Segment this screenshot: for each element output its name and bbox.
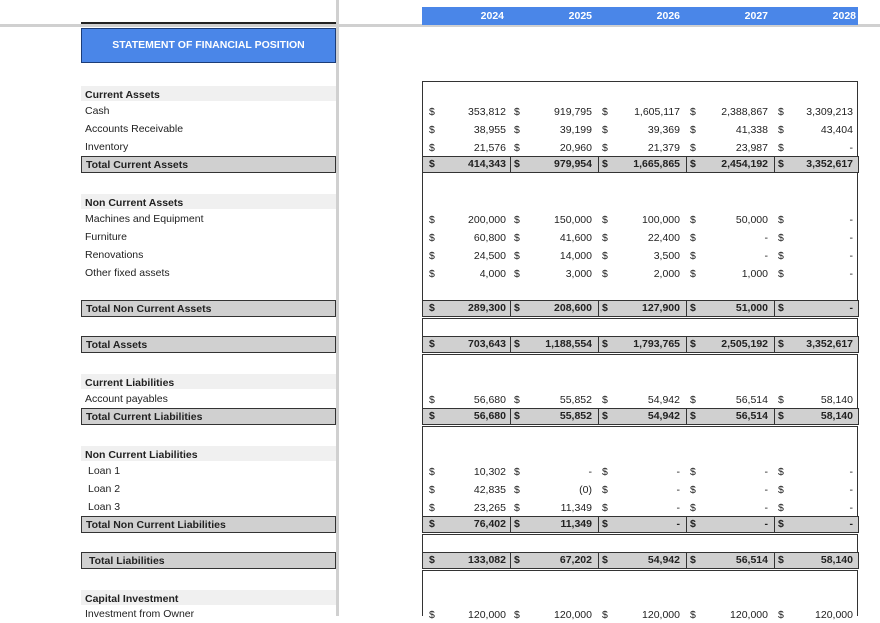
value-cell-2028[interactable]: - xyxy=(849,232,853,244)
year-header-2024[interactable]: 2024 xyxy=(480,10,504,22)
value-cell-2026[interactable]: 1,665,865 xyxy=(633,158,680,170)
row-label[interactable]: Furniture xyxy=(85,231,128,243)
value-cell-2026[interactable]: - xyxy=(676,484,680,496)
currency-symbol: $ xyxy=(514,394,520,406)
value-cell-2024[interactable]: 24,500 xyxy=(473,250,506,262)
value-cell-2027[interactable]: 56,514 xyxy=(735,554,768,566)
value-cell-2028[interactable]: - xyxy=(849,484,853,496)
value-cell-2028[interactable]: 58,140 xyxy=(820,554,853,566)
value-cell-2024[interactable]: 200,000 xyxy=(468,214,506,226)
year-header-2026[interactable]: 2026 xyxy=(656,10,680,22)
value-cell-2024[interactable]: 289,300 xyxy=(468,302,506,314)
currency-symbol: $ xyxy=(778,338,784,350)
value-cell-2026[interactable]: - xyxy=(676,518,680,530)
value-cell-2025[interactable]: 39,199 xyxy=(559,124,592,136)
currency-symbol: $ xyxy=(690,518,696,530)
currency-symbol: $ xyxy=(429,484,435,496)
value-cell-2027[interactable]: 23,987 xyxy=(735,142,768,154)
currency-symbol: $ xyxy=(778,554,784,566)
currency-symbol: $ xyxy=(778,302,784,314)
cell-separator xyxy=(686,408,687,425)
total-row-label[interactable]: Total Non Current Liabilities xyxy=(81,516,336,533)
value-cell-2025[interactable]: 150,000 xyxy=(554,214,592,226)
currency-symbol: $ xyxy=(429,142,435,154)
value-cell-2025[interactable]: 41,600 xyxy=(559,232,592,244)
value-cell-2028[interactable]: - xyxy=(849,466,853,478)
currency-symbol: $ xyxy=(514,338,520,350)
currency-symbol: $ xyxy=(602,394,608,406)
value-cell-2027[interactable]: - xyxy=(764,466,768,478)
currency-symbol: $ xyxy=(690,394,696,406)
currency-symbol: $ xyxy=(778,609,784,621)
currency-symbol: $ xyxy=(602,158,608,170)
value-cell-2026[interactable]: - xyxy=(676,466,680,478)
row-label[interactable]: Investment from Owner xyxy=(85,608,195,620)
value-cell-2027[interactable]: 2,388,867 xyxy=(721,106,768,118)
value-cell-2025[interactable]: 11,349 xyxy=(560,518,592,530)
value-cell-2028[interactable]: - xyxy=(849,302,853,314)
value-cell-2026[interactable]: - xyxy=(676,502,680,514)
total-row-label[interactable]: Total Assets xyxy=(81,336,336,353)
value-cell-2027[interactable]: 1,000 xyxy=(741,268,768,280)
value-cell-2025[interactable]: 14,000 xyxy=(559,250,592,262)
value-cell-2025[interactable]: 55,852 xyxy=(559,394,592,406)
currency-symbol: $ xyxy=(778,232,784,244)
value-cell-2025[interactable]: 208,600 xyxy=(554,302,592,314)
currency-symbol: $ xyxy=(602,124,608,136)
values-block xyxy=(422,534,858,552)
cell-separator xyxy=(686,516,687,533)
value-cell-2028[interactable]: - xyxy=(849,214,853,226)
value-cell-2026[interactable]: 39,369 xyxy=(647,124,680,136)
currency-symbol: $ xyxy=(429,106,435,118)
currency-symbol: $ xyxy=(514,158,520,170)
currency-symbol: $ xyxy=(514,484,520,496)
currency-symbol: $ xyxy=(690,466,696,478)
currency-symbol: $ xyxy=(602,410,608,422)
currency-symbol: $ xyxy=(429,518,435,530)
currency-symbol: $ xyxy=(429,554,435,566)
currency-symbol: $ xyxy=(778,502,784,514)
currency-symbol: $ xyxy=(602,268,608,280)
value-cell-2025[interactable]: 3,000 xyxy=(565,268,592,280)
value-cell-2025[interactable]: 55,852 xyxy=(559,410,592,422)
section-header: Current Liabilities xyxy=(81,374,336,389)
cell-separator xyxy=(598,552,599,569)
value-cell-2024[interactable]: 38,955 xyxy=(473,124,506,136)
row-label[interactable]: Cash xyxy=(85,105,110,117)
cell-separator xyxy=(598,300,599,317)
value-cell-2025[interactable]: (0) xyxy=(579,484,592,496)
value-cell-2027[interactable]: 56,514 xyxy=(735,394,768,406)
value-cell-2028[interactable]: 3,309,213 xyxy=(806,106,853,118)
currency-symbol: $ xyxy=(514,142,520,154)
currency-symbol: $ xyxy=(429,302,435,314)
value-cell-2026[interactable]: 1,605,117 xyxy=(634,106,680,118)
currency-symbol: $ xyxy=(429,338,435,350)
value-cell-2025[interactable]: 11,349 xyxy=(560,502,592,514)
cell-separator xyxy=(774,552,775,569)
currency-symbol: $ xyxy=(514,410,520,422)
value-cell-2027[interactable]: - xyxy=(764,484,768,496)
currency-symbol: $ xyxy=(602,518,608,530)
section-header: Non Current Assets xyxy=(81,194,336,209)
value-cell-2025[interactable]: 979,954 xyxy=(554,158,592,170)
currency-symbol: $ xyxy=(690,142,696,154)
total-row-label[interactable]: Total Liabilities xyxy=(81,552,336,569)
currency-symbol: $ xyxy=(514,609,520,621)
value-cell-2024[interactable]: 120,000 xyxy=(468,609,506,621)
currency-symbol: $ xyxy=(514,106,520,118)
row-label[interactable]: Accounts Receivable xyxy=(85,123,184,135)
currency-symbol: $ xyxy=(514,214,520,226)
row-label[interactable]: Inventory xyxy=(85,141,129,153)
cell-separator xyxy=(774,408,775,425)
row-label[interactable]: Machines and Equipment xyxy=(85,213,204,225)
cell-separator xyxy=(686,336,687,353)
value-cell-2028[interactable]: 3,352,617 xyxy=(806,158,853,170)
cell-separator xyxy=(686,552,687,569)
currency-symbol: $ xyxy=(602,484,608,496)
currency-symbol: $ xyxy=(778,250,784,262)
currency-symbol: $ xyxy=(778,268,784,280)
currency-symbol: $ xyxy=(690,609,696,621)
cell-separator xyxy=(774,156,775,173)
cell-separator xyxy=(774,516,775,533)
currency-symbol: $ xyxy=(602,214,608,226)
statement-title[interactable]: STATEMENT OF FINANCIAL POSITION xyxy=(81,28,336,63)
currency-symbol: $ xyxy=(690,250,696,262)
currency-symbol: $ xyxy=(429,124,435,136)
cell-separator xyxy=(598,516,599,533)
currency-symbol: $ xyxy=(429,410,435,422)
currency-symbol: $ xyxy=(514,232,520,244)
currency-symbol: $ xyxy=(778,484,784,496)
currency-symbol: $ xyxy=(514,466,520,478)
column-divider xyxy=(336,0,339,616)
value-cell-2026[interactable]: 21,379 xyxy=(647,142,680,154)
value-cell-2024[interactable]: 56,680 xyxy=(473,394,506,406)
value-cell-2028[interactable]: 43,404 xyxy=(820,124,853,136)
value-cell-2027[interactable]: 50,000 xyxy=(735,214,768,226)
cell-separator xyxy=(510,300,511,317)
value-cell-2027[interactable]: 120,000 xyxy=(730,609,768,621)
currency-symbol: $ xyxy=(690,410,696,422)
currency-symbol: $ xyxy=(690,338,696,350)
section-header: Current Assets xyxy=(81,86,336,101)
currency-symbol: $ xyxy=(778,142,784,154)
value-cell-2028[interactable]: - xyxy=(849,518,853,530)
section-header: Capital Investment xyxy=(81,590,336,605)
cell-separator xyxy=(510,156,511,173)
value-cell-2026[interactable]: 22,400 xyxy=(647,232,680,244)
currency-symbol: $ xyxy=(429,158,435,170)
currency-symbol: $ xyxy=(690,302,696,314)
row-label[interactable]: Renovations xyxy=(85,249,144,261)
currency-symbol: $ xyxy=(778,106,784,118)
value-cell-2027[interactable]: - xyxy=(764,502,768,514)
value-cell-2026[interactable]: 127,900 xyxy=(642,302,680,314)
currency-symbol: $ xyxy=(778,124,784,136)
currency-symbol: $ xyxy=(429,214,435,226)
value-cell-2026[interactable]: 1,793,765 xyxy=(633,338,680,350)
cell-separator xyxy=(774,300,775,317)
value-cell-2024[interactable]: 60,800 xyxy=(473,232,506,244)
currency-symbol: $ xyxy=(690,106,696,118)
value-cell-2024[interactable]: 76,402 xyxy=(473,518,506,530)
currency-symbol: $ xyxy=(429,609,435,621)
value-cell-2024[interactable]: 353,812 xyxy=(468,106,506,118)
value-cell-2027[interactable]: 51,000 xyxy=(735,302,768,314)
total-row-label[interactable]: Total Current Assets xyxy=(81,156,336,173)
currency-symbol: $ xyxy=(602,554,608,566)
currency-symbol: $ xyxy=(778,518,784,530)
currency-symbol: $ xyxy=(602,302,608,314)
value-cell-2024[interactable]: 414,343 xyxy=(468,158,506,170)
value-cell-2024[interactable]: 21,576 xyxy=(473,142,506,154)
year-header-2028[interactable]: 2028 xyxy=(832,10,856,22)
currency-symbol: $ xyxy=(602,106,608,118)
value-cell-2028[interactable]: 58,140 xyxy=(820,394,853,406)
row-label[interactable]: Loan 3 xyxy=(88,501,121,513)
value-cell-2027[interactable]: 41,338 xyxy=(735,124,768,136)
currency-symbol: $ xyxy=(429,232,435,244)
value-cell-2025[interactable]: 919,795 xyxy=(554,106,592,118)
value-cell-2028[interactable]: 3,352,617 xyxy=(806,338,853,350)
value-cell-2027[interactable]: 56,514 xyxy=(735,410,768,422)
value-cell-2024[interactable]: 10,302 xyxy=(473,466,506,478)
values-block xyxy=(422,318,858,336)
currency-symbol: $ xyxy=(690,158,696,170)
currency-symbol: $ xyxy=(778,158,784,170)
value-cell-2025[interactable]: 120,000 xyxy=(554,609,592,621)
value-cell-2027[interactable]: 2,505,192 xyxy=(721,338,768,350)
cell-separator xyxy=(686,156,687,173)
value-cell-2028[interactable]: - xyxy=(849,142,853,154)
value-cell-2026[interactable]: 54,942 xyxy=(647,394,680,406)
value-cell-2028[interactable]: - xyxy=(849,250,853,262)
row-label[interactable]: Loan 2 xyxy=(88,483,121,495)
year-header-2027[interactable]: 2027 xyxy=(744,10,768,22)
section-header: Non Current Liabilities xyxy=(81,446,336,461)
value-cell-2024[interactable]: 703,643 xyxy=(468,338,506,350)
total-row-label[interactable]: Total Non Current Assets xyxy=(81,300,336,317)
value-cell-2024[interactable]: 133,082 xyxy=(468,554,506,566)
currency-symbol: $ xyxy=(690,232,696,244)
currency-symbol: $ xyxy=(514,302,520,314)
row-label[interactable]: Other fixed assets xyxy=(85,267,170,279)
currency-symbol: $ xyxy=(514,124,520,136)
currency-symbol: $ xyxy=(690,124,696,136)
title-top-border xyxy=(81,22,336,24)
currency-symbol: $ xyxy=(429,466,435,478)
value-cell-2026[interactable]: 120,000 xyxy=(642,609,680,621)
total-row-label[interactable]: Total Current Liabilities xyxy=(81,408,336,425)
value-cell-2026[interactable]: 100,000 xyxy=(642,214,680,226)
value-cell-2024[interactable]: 42,835 xyxy=(473,484,506,496)
value-cell-2026[interactable]: 54,942 xyxy=(647,410,680,422)
cell-separator xyxy=(598,408,599,425)
currency-symbol: $ xyxy=(778,410,784,422)
currency-symbol: $ xyxy=(514,518,520,530)
value-cell-2027[interactable]: - xyxy=(764,250,768,262)
currency-symbol: $ xyxy=(602,142,608,154)
cell-separator xyxy=(510,408,511,425)
cell-separator xyxy=(774,336,775,353)
value-cell-2027[interactable]: - xyxy=(764,518,768,530)
currency-symbol: $ xyxy=(602,232,608,244)
value-cell-2025[interactable]: 67,202 xyxy=(559,554,592,566)
row-label[interactable]: Account payables xyxy=(85,393,168,405)
value-cell-2025[interactable]: - xyxy=(588,466,592,478)
value-cell-2028[interactable]: 58,140 xyxy=(820,410,853,422)
currency-symbol: $ xyxy=(429,250,435,262)
year-header-2025[interactable]: 2025 xyxy=(568,10,592,22)
currency-symbol: $ xyxy=(602,338,608,350)
currency-symbol: $ xyxy=(690,268,696,280)
value-cell-2024[interactable]: 23,265 xyxy=(473,502,506,514)
value-cell-2027[interactable]: 2,454,192 xyxy=(721,158,768,170)
currency-symbol: $ xyxy=(690,484,696,496)
currency-symbol: $ xyxy=(778,466,784,478)
cell-separator xyxy=(598,156,599,173)
currency-symbol: $ xyxy=(514,268,520,280)
currency-symbol: $ xyxy=(690,554,696,566)
value-cell-2025[interactable]: 1,188,554 xyxy=(545,338,592,350)
value-cell-2028[interactable]: 120,000 xyxy=(815,609,853,621)
currency-symbol: $ xyxy=(429,394,435,406)
row-label[interactable]: Loan 1 xyxy=(88,465,121,477)
value-cell-2026[interactable]: 2,000 xyxy=(653,268,680,280)
value-cell-2024[interactable]: 4,000 xyxy=(479,268,506,280)
value-cell-2026[interactable]: 3,500 xyxy=(653,250,680,262)
currency-symbol: $ xyxy=(429,268,435,280)
currency-symbol: $ xyxy=(514,554,520,566)
cell-separator xyxy=(510,552,511,569)
currency-symbol: $ xyxy=(602,466,608,478)
value-cell-2028[interactable]: - xyxy=(849,268,853,280)
value-cell-2024[interactable]: 56,680 xyxy=(473,410,506,422)
cell-separator xyxy=(686,300,687,317)
currency-symbol: $ xyxy=(690,502,696,514)
currency-symbol: $ xyxy=(778,394,784,406)
currency-symbol: $ xyxy=(602,250,608,262)
currency-symbol: $ xyxy=(514,250,520,262)
value-cell-2027[interactable]: - xyxy=(764,232,768,244)
value-cell-2025[interactable]: 20,960 xyxy=(559,142,592,154)
currency-symbol: $ xyxy=(602,502,608,514)
cell-separator xyxy=(510,516,511,533)
cell-separator xyxy=(510,336,511,353)
value-cell-2026[interactable]: 54,942 xyxy=(647,554,680,566)
currency-symbol: $ xyxy=(429,502,435,514)
currency-symbol: $ xyxy=(690,214,696,226)
currency-symbol: $ xyxy=(514,502,520,514)
cell-separator xyxy=(598,336,599,353)
currency-symbol: $ xyxy=(778,214,784,226)
currency-symbol: $ xyxy=(602,609,608,621)
value-cell-2028[interactable]: - xyxy=(849,502,853,514)
